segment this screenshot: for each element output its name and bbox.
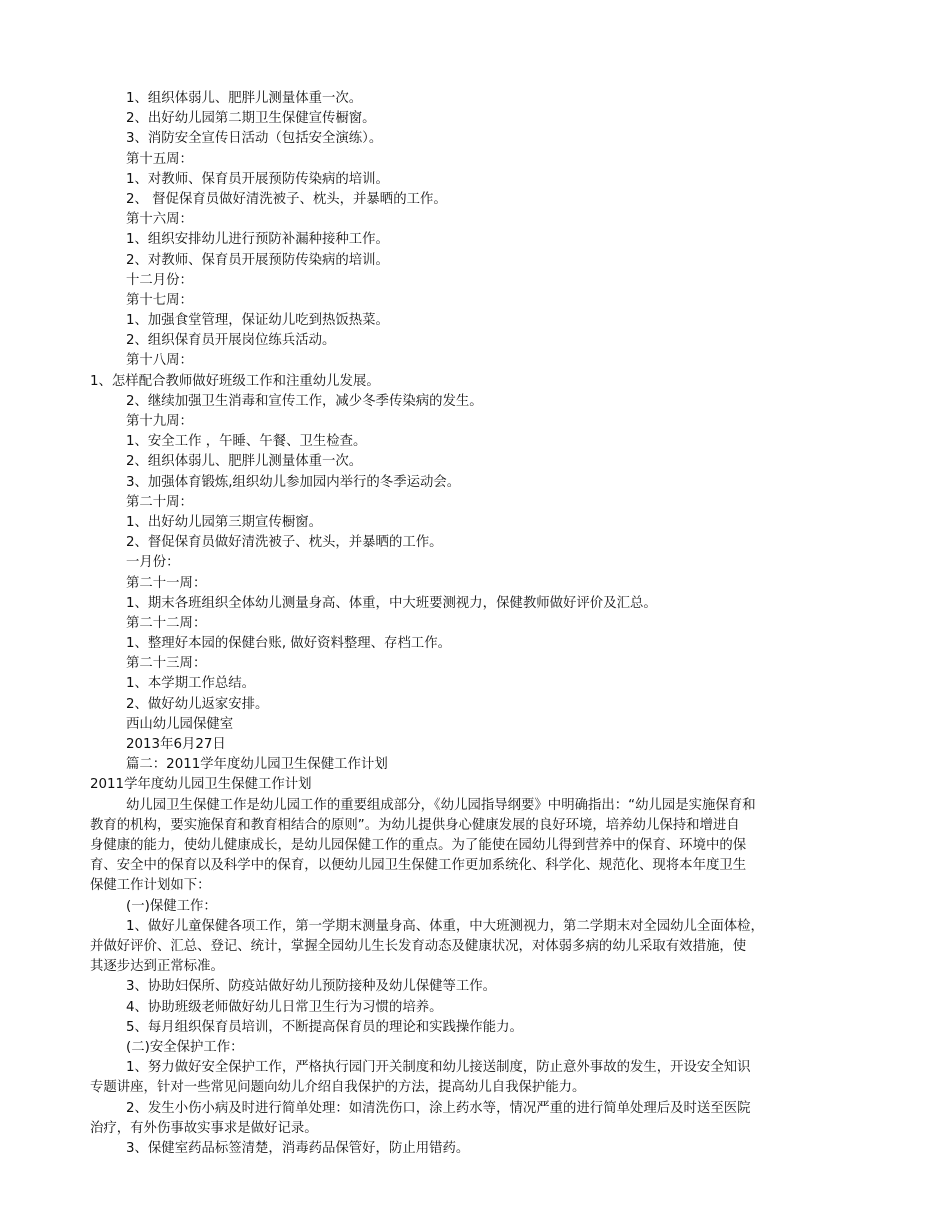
document-title: 2011学年度幼儿园卫生保健工作计划: [90, 777, 312, 793]
text-line: 1、安全工作 ，午睡、午餐、卫生检查。: [126, 434, 367, 450]
text-line: 2、出好幼儿园第二期卫生保健宣传橱窗。: [126, 111, 376, 127]
document-body: [90, 89, 862, 1159]
item-line: 专题讲座，针对一些常见问题向幼儿介绍自我保护的方法，提高幼儿自我保护能力。: [90, 1080, 586, 1096]
safety-item-3: 3、保健室药品标签清楚，消毒药品保管好，防止用错药。: [126, 1140, 470, 1156]
week-heading: 第十五周：: [126, 151, 193, 167]
text-line: 2、继续加强卫生消毒和宣传工作，减少冬季传染病的发生。: [126, 393, 483, 409]
text-line: 1、怎样配合教师做好班级工作和注重幼儿发展。: [90, 373, 380, 389]
section-heading: 篇二：2011学年度幼儿园卫生保健工作计划: [126, 757, 388, 773]
intro-line: 育、安全中的保育以及科学中的保育，以便幼儿园卫生保健工作更加系统化、科学化、规范化、现将本年度卫生: [90, 858, 747, 874]
text-line: 1、出好幼儿园第三期宣传橱窗。: [126, 514, 322, 530]
text-line: 2、组织体弱儿、肥胖儿测量体重一次。: [126, 454, 363, 470]
health-item-3: 3、协助妇保所、防疫站做好幼儿预防接种及幼儿保健等工作。: [126, 979, 497, 995]
week-heading: 第十六周：: [126, 212, 193, 228]
week-heading: 第二十二周：: [126, 615, 207, 631]
intro-line: 幼儿园卫生保健工作是幼儿园工作的重要组成部分，《幼儿园指导纲要》中明确指出：“幼儿园是实施保育和: [126, 797, 756, 813]
text-line: 2、 督促保育员做好清洗被子、枕头，并暴晒的工作。: [126, 191, 447, 207]
section-title-safety: (二)安全保护工作：: [126, 1039, 244, 1055]
text-line: 2、组织保育员开展岗位练兵活动。: [126, 333, 336, 349]
text-line: 2、做好幼儿返家安排。: [126, 696, 269, 712]
item-line: 并做好评价、汇总、登记、统计，掌握全园幼儿生长发育动态及健康状况，对体弱多病的幼儿采取有效措施，使: [90, 938, 747, 954]
text-line: 3、加强体育锻炼,组织幼儿参加园内举行的冬季运动会。: [126, 474, 461, 490]
section-title-health: (一)保健工作：: [126, 898, 217, 914]
item-line: 其逐步达到正常标准。: [90, 959, 224, 975]
text-line: 1、组织体弱儿、肥胖儿测量体重一次。: [126, 91, 363, 106]
month-heading: 十二月份：: [126, 272, 193, 288]
text-line: 2、对教师、保育员开展预防传染病的培训。: [126, 252, 389, 268]
week-heading: 第二十一周：: [126, 575, 207, 591]
intro-line: 保健工作计划如下：: [90, 878, 211, 894]
item-line: 1、努力做好安全保护工作，严格执行园门开关制度和幼儿接送制度，防止意外事故的发生，开设安全知识: [126, 1060, 751, 1076]
week-heading: 第十七周：: [126, 292, 193, 308]
health-item-1: [90, 917, 862, 978]
signature-org: 西山幼儿园保健室: [126, 716, 234, 732]
text-line: 1、期末各班组织全体幼儿测量身高、体重，中大班要测视力，保健教师做好评价及汇总。: [126, 595, 657, 611]
week-heading: 第二十三周：: [126, 656, 207, 672]
text-line: 3、消防安全宣传日活动（包括安全演练）。: [126, 131, 383, 147]
text-line: 1、组织安排幼儿进行预防补漏种接种工作。: [126, 232, 389, 248]
text-line: 1、整理好本园的保健台账, 做好资料整理、存档工作。: [126, 636, 452, 652]
safety-item-2: [90, 1099, 862, 1139]
health-item-4: 4、协助班级老师做好幼儿日常卫生行为习惯的培养。: [126, 999, 443, 1015]
item-line: 治疗，有外伤事故实事求是做好记录。: [90, 1120, 318, 1136]
week-heading: 第二十周：: [126, 494, 193, 510]
intro-paragraph: [90, 796, 862, 897]
item-line: 1、做好儿童保健各项工作，第一学期末测量身高、体重，中大班测视力，第二学期末对全园幼儿全面体检，: [126, 918, 764, 934]
text-line: 1、加强食堂管理，保证幼儿吃到热饭热菜。: [126, 313, 389, 329]
intro-line: 教育的机构，要实施保育和教育相结合的原则”。为幼儿提供身心健康发展的良好环境，培养幼儿保持和增进自: [90, 817, 740, 833]
text-line: 1、本学期工作总结。: [126, 676, 256, 692]
text-line: 1、对教师、保育员开展预防传染病的培训。: [126, 171, 389, 187]
week-heading: 第十九周：: [126, 414, 193, 429]
safety-item-1: [90, 1058, 862, 1098]
month-heading: 一月份：: [126, 555, 180, 571]
intro-line: 身健康的能力，使幼儿健康成长，是幼儿园保健工作的重点。为了能使在园幼儿得到营养中的保育、环境中的保: [90, 837, 747, 853]
health-item-5: 5、每月组织保育员培训，不断提高保育员的理论和实践操作能力。: [126, 1019, 523, 1035]
item-line: 2、发生小伤小病及时进行简单处理：如清洗伤口，涂上药水等，情况严重的进行简单处理后及时送至医院: [126, 1100, 751, 1116]
week-heading: 第十八周：: [126, 353, 193, 369]
text-line: 2、督促保育员做好清洗被子、枕头，并暴晒的工作。: [126, 535, 443, 551]
signature-date: 2013年6月27日: [126, 737, 226, 752]
